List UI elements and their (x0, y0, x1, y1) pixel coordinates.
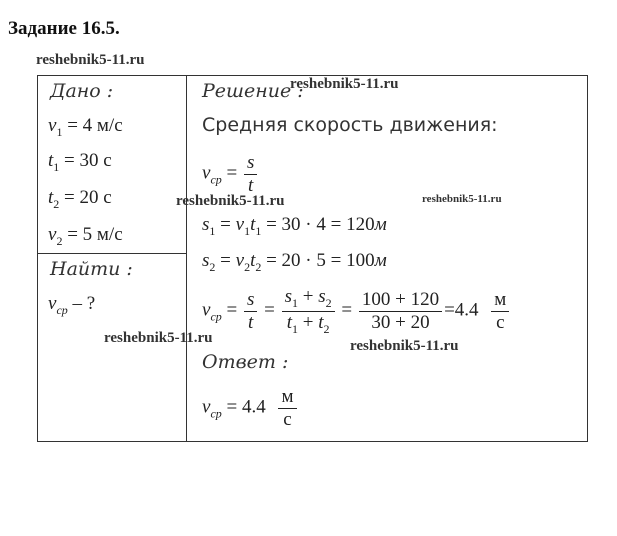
watermark: reshebnik5-11.ru (36, 52, 145, 68)
formula-v-avg: $v_{ср}$ = $\frac{s}{t}$ (202, 152, 259, 197)
answer-value: $v_{ср} = 4.4$ $\frac{м}{с}$ (202, 386, 299, 431)
given-t1: $t_1 = 30$ с (48, 150, 112, 174)
find-item: $v_{ср}$ – ? (48, 293, 96, 317)
given-caption: Дано : (50, 80, 114, 102)
watermark: reshebnik5-11.ru (422, 193, 502, 205)
formula-v-avg-calc: $v_{ср}$ = $\frac{s}{t}$ = $\frac{s_1 + s_2}{t_1 + t_2}$ = $\frac{100 + 120}{30 + 20}$ =4.4 $\frac{м}{с}$ (202, 286, 511, 337)
solution-intro: Средняя скорость движения: (202, 114, 498, 136)
given-v2: $v_2 = 5$ м/с (48, 224, 123, 248)
formula-s1: $s_1 = v_1t_1 = 30 \cdot 4 = 120м$ (202, 214, 387, 238)
watermark: reshebnik5-11.ru (350, 338, 459, 354)
answer-caption: Ответ : (202, 351, 289, 373)
solution-caption: Решение : (202, 80, 304, 102)
watermark: reshebnik5-11.ru (290, 76, 399, 92)
given-t2: $t_2 = 20$ с (48, 187, 112, 211)
formula-s2: $s_2 = v_2t_2 = 20 \cdot 5 = 100м$ (202, 250, 387, 274)
given-find-divider (37, 253, 187, 254)
column-divider (186, 75, 187, 442)
watermark: reshebnik5-11.ru (104, 330, 213, 346)
given-v1: $v_1 = 4$ м/с (48, 115, 123, 139)
task-title: Задание 16.5. (8, 18, 120, 39)
watermark: reshebnik5-11.ru (176, 193, 285, 209)
find-caption: Найти : (50, 258, 133, 280)
